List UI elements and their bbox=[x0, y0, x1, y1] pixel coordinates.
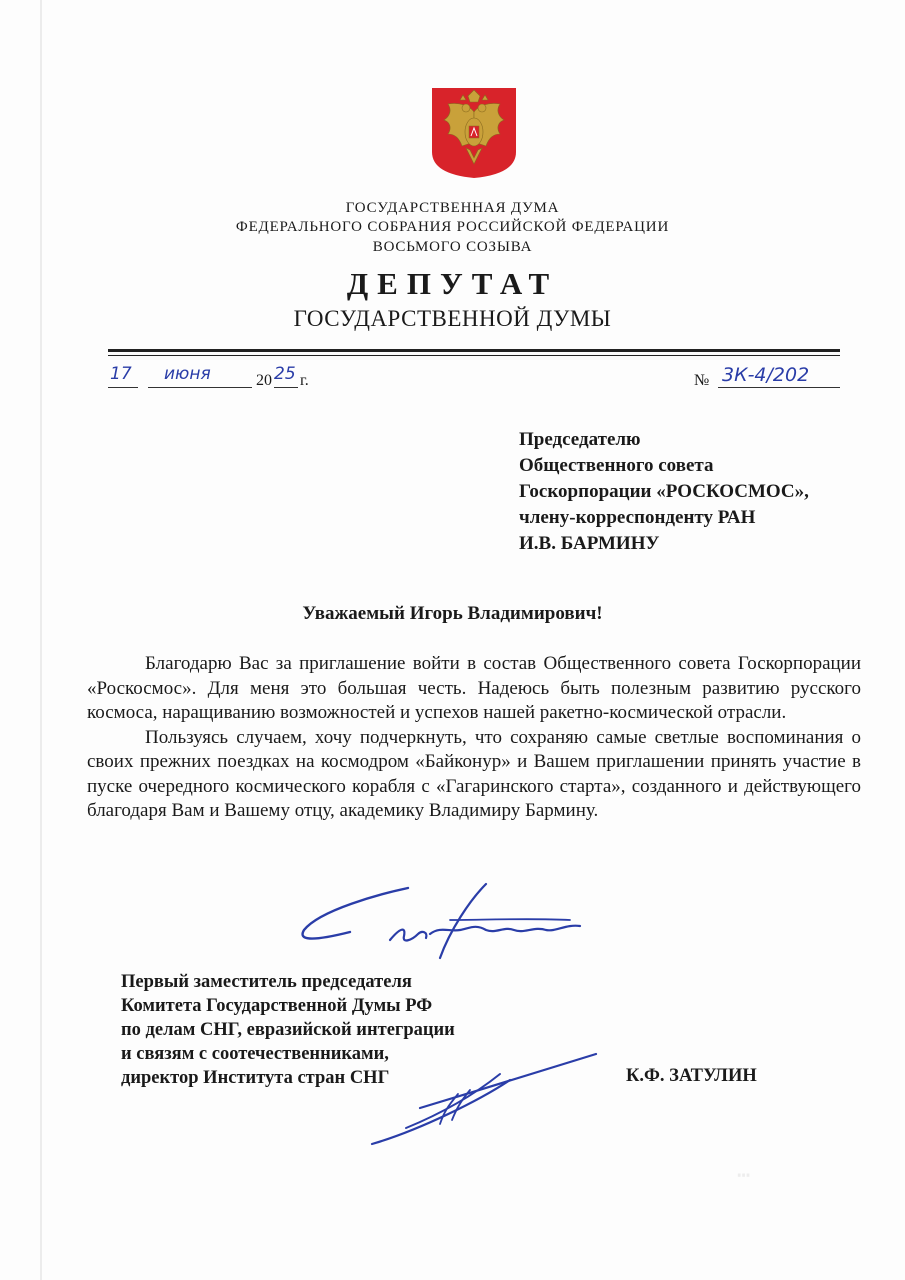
date-day: 17 bbox=[110, 364, 132, 384]
faded-registration-mark-icon: ⋯ bbox=[737, 1163, 753, 1188]
date-year-prefix: 20 bbox=[256, 372, 272, 389]
letterhead-rule-thin bbox=[108, 355, 840, 356]
body-paragraph: Пользуясь случаем, хочу подчеркнуть, что сохраняю самые светлые воспоминания о своих прежних поездках на космодром «Байконур» и Вашем приглашении принять участие в пуске очередного космического корабля с «Гагаринского старта», созданного и действующего благодаря Вам и Вашему отцу, академику Владимиру Бармину. bbox=[87, 726, 861, 821]
greeting: Уважаемый Игорь Владимирович! bbox=[302, 603, 603, 624]
letterhead-subtitle: ГОСУДАРСТВЕННОЙ ДУМЫ bbox=[293, 306, 612, 331]
letterhead-title: ДЕПУТАТ bbox=[346, 266, 559, 301]
letterhead-rule-thick bbox=[108, 349, 840, 352]
date-year-suffix: 25 bbox=[274, 364, 296, 384]
signature-icon bbox=[360, 1050, 610, 1150]
reference-number: 3К-4/202 bbox=[722, 364, 810, 386]
addressee-line: Председателю bbox=[519, 429, 641, 450]
date-year-mark: г. bbox=[300, 372, 309, 389]
header-line-1: ГОСУДАРСТВЕННАЯ ДУМА bbox=[345, 200, 560, 216]
reference-number-field bbox=[694, 364, 844, 392]
date-field bbox=[108, 364, 328, 392]
header-line-3: ВОСЬМОГО СОЗЫВА bbox=[372, 239, 533, 255]
addressee-line: Госкорпорации «РОСКОСМОС», bbox=[519, 481, 809, 502]
addressee-block bbox=[519, 427, 879, 557]
date-year-underline bbox=[274, 387, 298, 388]
addressee-line: члену-корреспонденту РАН bbox=[519, 507, 756, 528]
signatory-title-line: и связям с соотечественниками, bbox=[121, 1044, 389, 1064]
signatory-title-line: Первый заместитель председателя bbox=[121, 972, 412, 992]
signatory-title-line: по делам СНГ, евразийской интеграции bbox=[121, 1020, 455, 1040]
date-month: июня bbox=[164, 364, 211, 384]
date-month-underline bbox=[148, 387, 252, 388]
header-line-2: ФЕДЕРАЛЬНОГО СОБРАНИЯ РОССИЙСКОЙ ФЕДЕРАЦИИ bbox=[235, 219, 670, 235]
addressee-line: Общественного совета bbox=[519, 455, 714, 476]
date-day-underline bbox=[108, 387, 138, 388]
number-underline bbox=[718, 387, 840, 388]
signer-name: К.Ф. ЗАТУЛИН bbox=[626, 1066, 757, 1086]
addressee-line: И.В. БАРМИНУ bbox=[519, 533, 660, 554]
handwritten-closing-icon bbox=[290, 880, 600, 960]
number-prefix: № bbox=[694, 372, 710, 389]
page-edge-shadow bbox=[40, 0, 42, 1280]
body-paragraph: Благодарю Вас за приглашение войти в состав Общественного совета Госкорпорации «Роскосмос». Для меня это большая честь. Надеюсь быть полезным развитию русского космоса, наращиванию возможностей и успехов нашей ракетно-космической отрасли. bbox=[87, 653, 861, 723]
signatory-title-line: директор Института стран СНГ bbox=[121, 1068, 390, 1088]
signatory-title-line: Комитета Государственной Думы РФ bbox=[121, 996, 433, 1016]
russian-coat-of-arms-icon bbox=[430, 86, 518, 180]
letter-body bbox=[87, 652, 861, 824]
